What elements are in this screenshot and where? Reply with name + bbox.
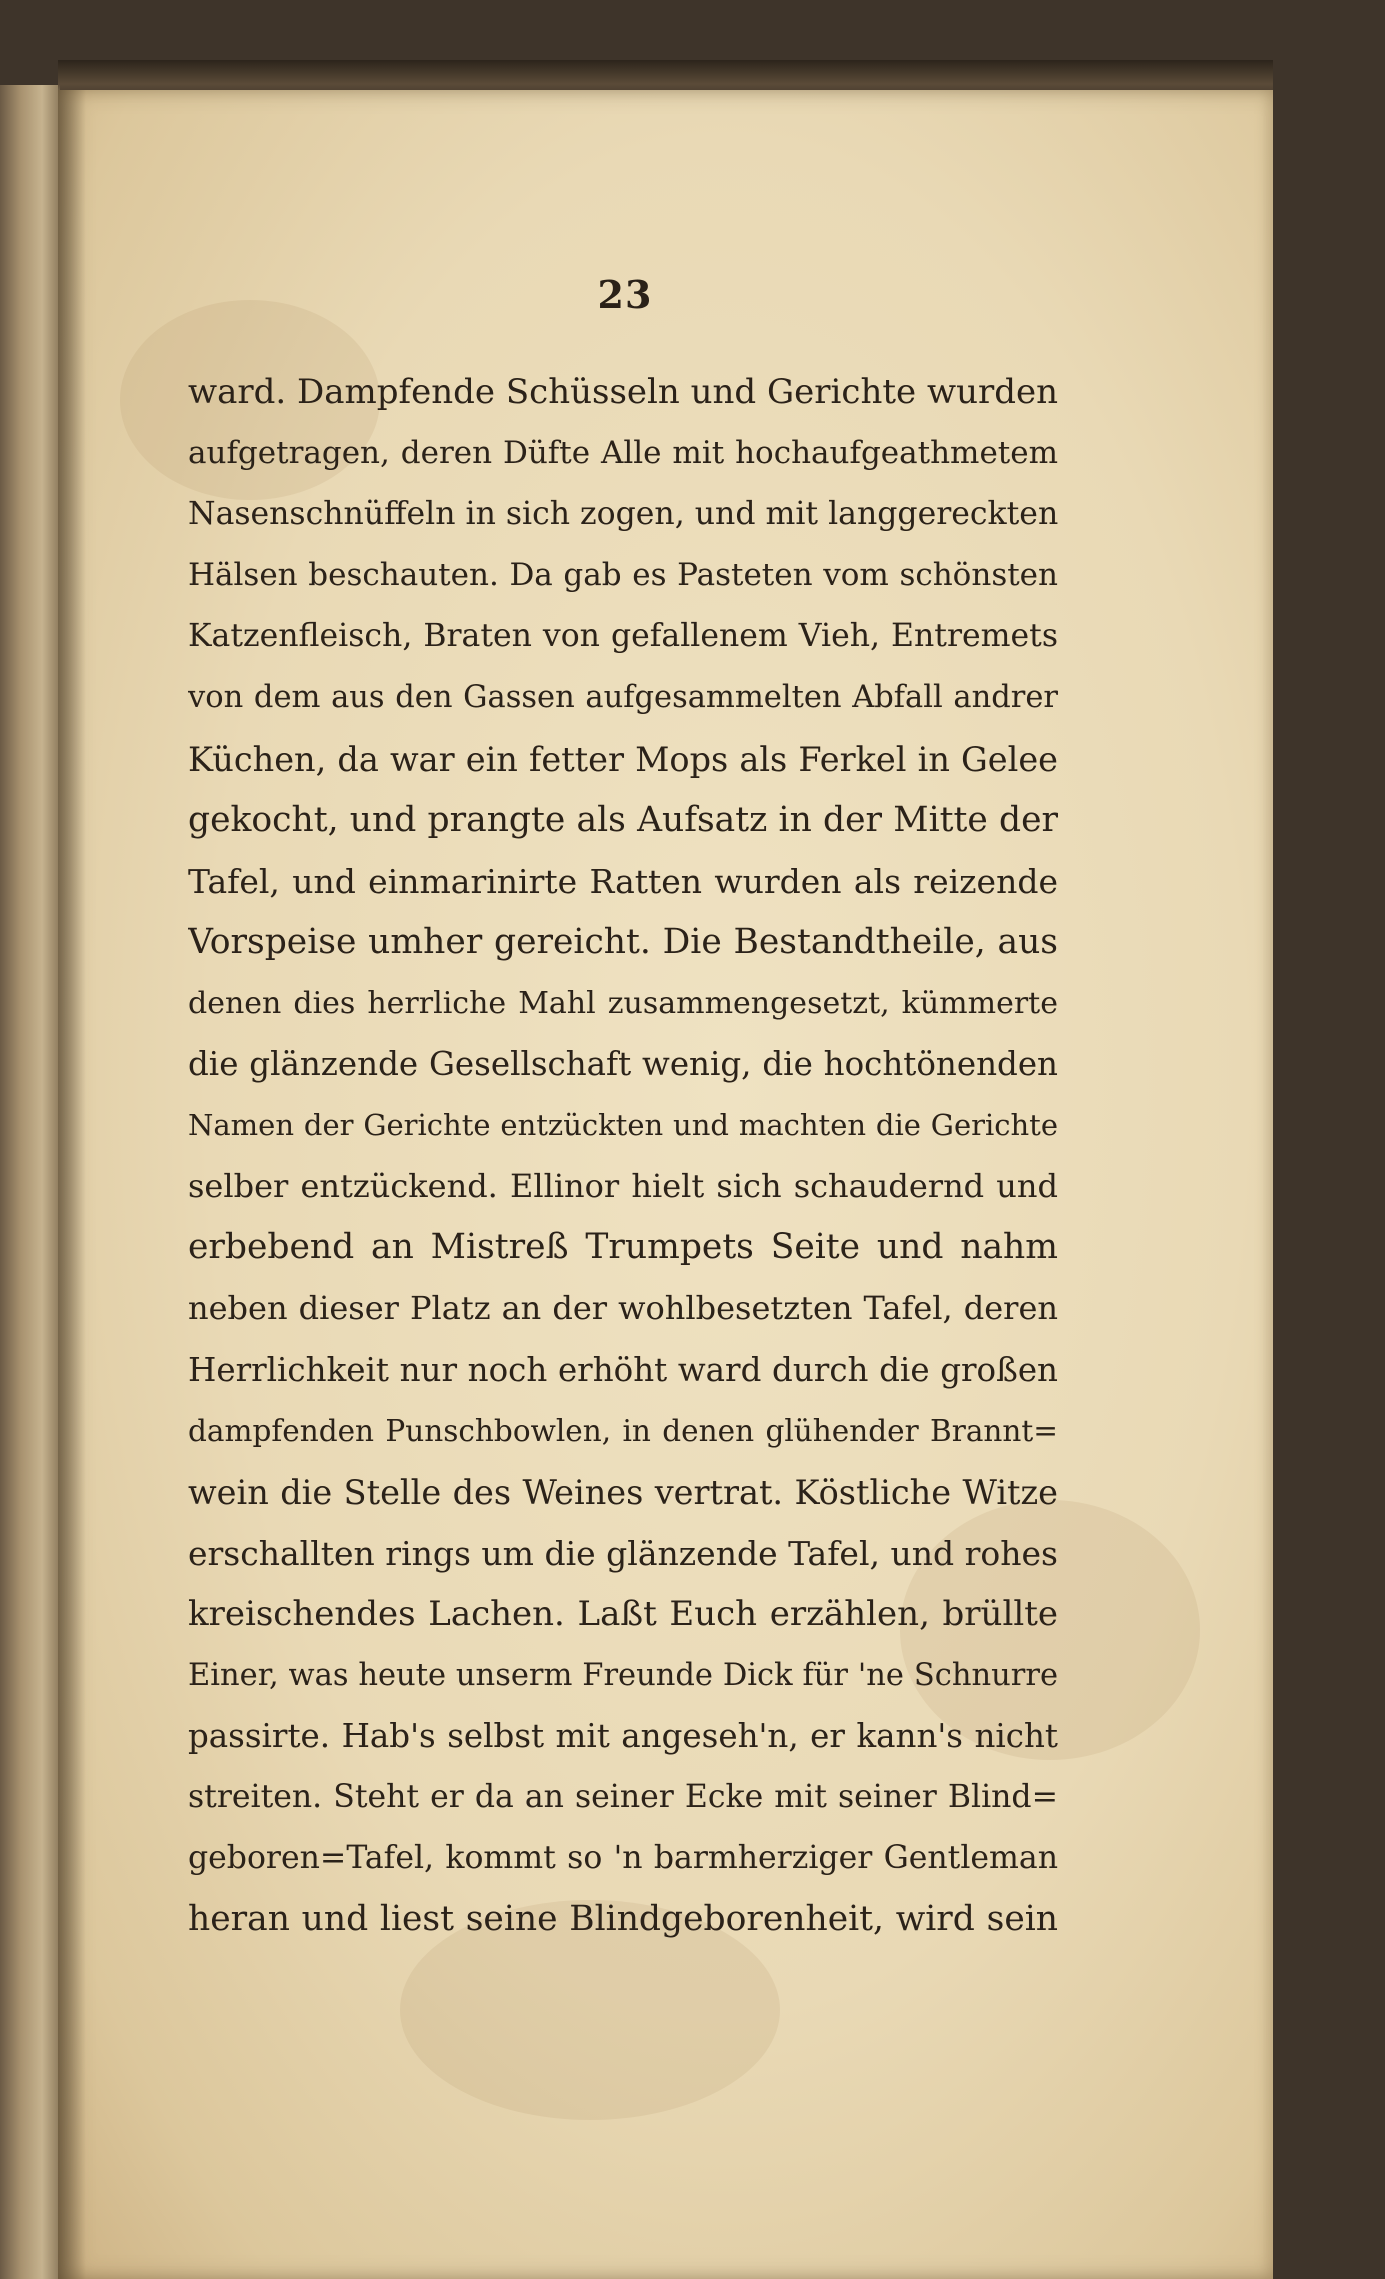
text-line: Katzenfleisch, Braten von gefallenem Vieh, Entremets bbox=[188, 618, 1058, 655]
text-line: Einer, was heute unserm Freunde Dick für 'ne Schnurre bbox=[188, 1657, 1058, 1693]
text-line: denen dies herrliche Mahl zusammengesetzt, kümmerte bbox=[188, 985, 1058, 1021]
text-line: Herrlichkeit nur noch erhöht ward durch die großen bbox=[188, 1350, 1058, 1389]
text-line: Namen der Gerichte entzückten und machten die Gerichte bbox=[188, 1108, 1058, 1143]
text-line: Hälsen beschauten. Da gab es Pasteten vom schönsten bbox=[188, 557, 1058, 594]
text-line: heran und liest seine Blindgeborenheit, wird sein bbox=[188, 1899, 1058, 1940]
text-line: kreischendes Lachen. Laßt Euch erzählen, brüllte bbox=[188, 1593, 1058, 1634]
text-line: wein die Stelle des Weines vertrat. Köstliche Witze bbox=[188, 1472, 1058, 1512]
body-text bbox=[188, 362, 1058, 1950]
text-line: erbebend an Mistreß Trumpets Seite und nahm bbox=[188, 1227, 1058, 1268]
text-line: geboren=Tafel, kommt so 'n barmherziger Gentleman bbox=[188, 1840, 1058, 1877]
text-line: die glänzende Gesellschaft wenig, die hochtönenden bbox=[188, 1045, 1058, 1084]
text-line: Nasenschnüffeln in sich zogen, und mit langgereckten bbox=[188, 496, 1058, 533]
page-number: 23 bbox=[597, 272, 653, 317]
text-line: erschallten rings um die glänzende Tafel, und rohes bbox=[188, 1533, 1058, 1573]
text-line: streiten. Steht er da an seiner Ecke mit seiner Blind= bbox=[188, 1779, 1058, 1816]
text-line: ward. Dampfende Schüsseln und Gerichte wurden bbox=[188, 372, 1058, 412]
text-line: selber entzückend. Ellinor hielt sich schaudernd und bbox=[188, 1167, 1058, 1206]
text-line: aufgetragen, deren Düfte Alle mit hochaufgeathmetem bbox=[188, 435, 1058, 472]
text-line: Tafel, und einmarinirte Ratten wurden als reizende bbox=[188, 861, 1058, 901]
text-line: dampfenden Punschbowlen, in denen glühender Brannt= bbox=[188, 1413, 1058, 1448]
text-line: von dem aus den Gassen aufgesammelten Abfall andrer bbox=[188, 680, 1058, 716]
text-line: Vorspeise umher gereicht. Die Bestandtheile, aus bbox=[188, 921, 1058, 962]
gutter-shadow bbox=[58, 90, 86, 2279]
previous-page-edge bbox=[0, 85, 60, 2279]
text-line: Küchen, da war ein fetter Mops als Ferkel in Gelee bbox=[188, 739, 1058, 779]
text-line: passirte. Hab's selbst mit angeseh'n, er kann's nicht bbox=[188, 1717, 1058, 1756]
text-line: gekocht, und prangte als Aufsatz in der Mitte der bbox=[188, 799, 1058, 840]
text-line: neben dieser Platz an der wohlbesetzten Tafel, deren bbox=[188, 1289, 1058, 1328]
